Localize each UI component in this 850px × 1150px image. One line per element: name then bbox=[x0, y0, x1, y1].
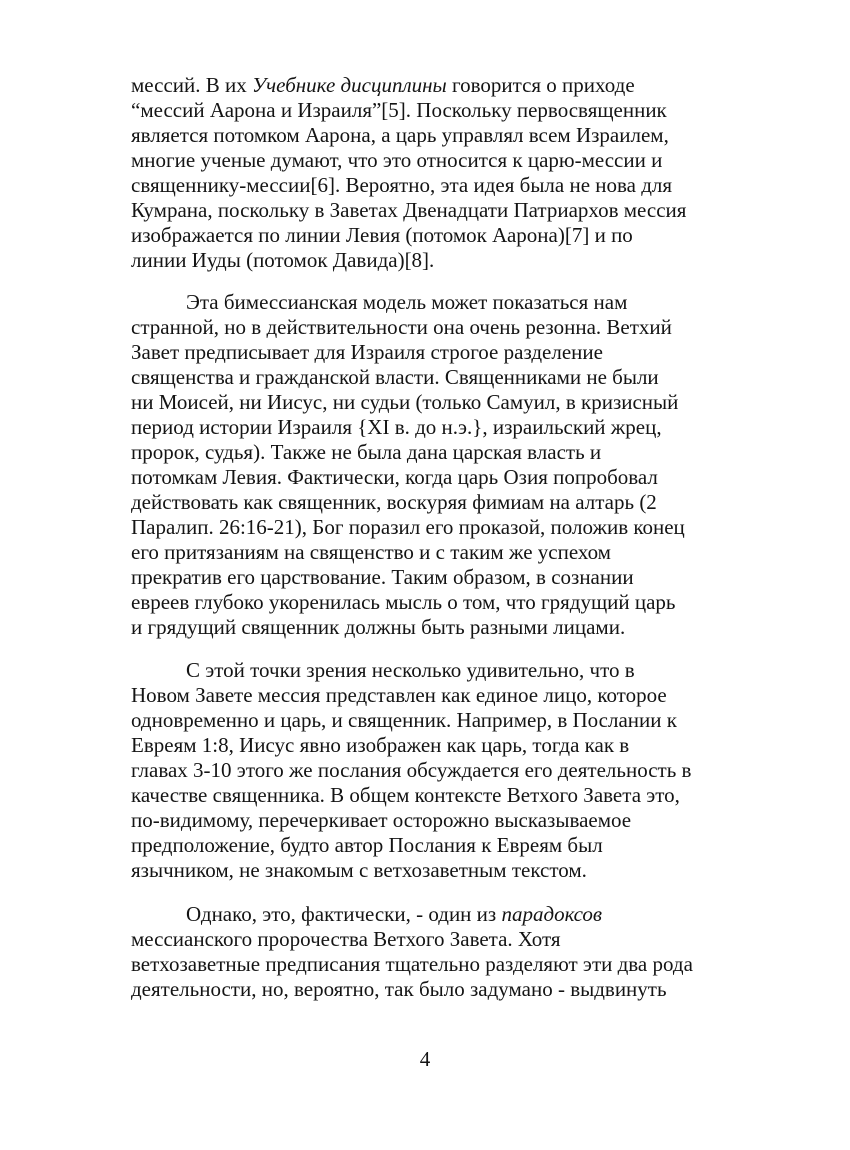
text-segment: деятельности, но, вероятно, так было задумано - выдвинуть bbox=[131, 977, 667, 1001]
paragraph-1 bbox=[131, 73, 731, 273]
text-line bbox=[131, 615, 731, 640]
text-line bbox=[131, 783, 731, 808]
text-line bbox=[131, 927, 731, 952]
text-segment: Кумрана, поскольку в Заветах Двенадцати Патриархов мессия bbox=[131, 198, 687, 222]
text-line bbox=[131, 902, 731, 927]
text-segment: изображается по линии Левия (потомок Аарона)[7] и по bbox=[131, 223, 633, 247]
italic-text: парадоксов bbox=[501, 902, 603, 926]
text-segment: евреев глубоко укоренилась мысль о том, что грядущий царь bbox=[131, 590, 676, 614]
text-line bbox=[131, 290, 731, 315]
text-segment: Евреям 1:8, Иисус явно изображен как царь, тогда как в bbox=[131, 733, 630, 757]
text-line bbox=[131, 315, 731, 340]
text-segment: одновременно и царь, и священник. Например, в Послании к bbox=[131, 708, 677, 732]
text-segment: Паралип. 26:16-21), Бог поразил его проказой, положив конец bbox=[131, 515, 685, 539]
text-line bbox=[131, 515, 731, 540]
text-line bbox=[131, 490, 731, 515]
text-line bbox=[131, 858, 731, 883]
text-segment: язычником, не знакомым с ветхозаветным текстом. bbox=[131, 858, 587, 882]
text-line bbox=[131, 173, 731, 198]
text-segment: мессий. В их bbox=[131, 73, 252, 97]
text-segment: главах 3-10 этого же послания обсуждается его деятельность в bbox=[131, 758, 692, 782]
text-segment: прекратив его царствование. Таким образом, в сознании bbox=[131, 565, 634, 589]
text-segment: является потомком Аарона, а царь управлял всем Израилем, bbox=[131, 123, 669, 147]
text-segment: его притязаниям на священство и с таким же успехом bbox=[131, 540, 611, 564]
paragraph-4 bbox=[131, 902, 731, 1002]
text-line bbox=[131, 340, 731, 365]
text-segment: Новом Завете мессия представлен как единое лицо, которое bbox=[131, 683, 667, 707]
text-segment: странной, но в действительности она очень резонна. Ветхий bbox=[131, 315, 672, 339]
text-segment: качестве священника. В общем контексте Ветхого Завета это, bbox=[131, 783, 680, 807]
text-segment: ни Моисей, ни Иисус, ни судьи (только Самуил, в кризисный bbox=[131, 390, 679, 414]
text-segment: “мессий Аарона и Израиля”[5]. Поскольку первосвященник bbox=[131, 98, 667, 122]
paragraph-2 bbox=[131, 290, 731, 640]
text-segment: Однако, это, фактически, - один из bbox=[186, 902, 502, 926]
text-line bbox=[131, 198, 731, 223]
italic-text: Учебнике дисциплины bbox=[252, 73, 447, 97]
text-segment: линии Иуды (потомок Давида)[8]. bbox=[131, 248, 435, 272]
text-line bbox=[131, 248, 731, 273]
text-line bbox=[131, 465, 731, 490]
text-line bbox=[131, 415, 731, 440]
text-line bbox=[131, 390, 731, 415]
text-line bbox=[131, 758, 731, 783]
text-line bbox=[131, 223, 731, 248]
text-line bbox=[131, 123, 731, 148]
text-line bbox=[131, 658, 731, 683]
text-segment: период истории Израиля {XI в. до н.э.}, израильский жрец, bbox=[131, 415, 662, 439]
text-segment: действовать как священник, воскуряя фимиам на алтарь (2 bbox=[131, 490, 657, 514]
text-line bbox=[131, 683, 731, 708]
text-segment: ветхозаветные предписания тщательно разделяют эти два рода bbox=[131, 952, 693, 976]
text-segment: говорится о приходе bbox=[446, 73, 635, 97]
text-line bbox=[131, 833, 731, 858]
text-segment: потомкам Левия. Фактически, когда царь Озия попробовал bbox=[131, 465, 658, 489]
text-line bbox=[131, 733, 731, 758]
text-line bbox=[131, 365, 731, 390]
text-segment: священства и гражданской власти. Священниками не были bbox=[131, 365, 659, 389]
text-line bbox=[131, 540, 731, 565]
text-segment: С этой точки зрения несколько удивительно, что в bbox=[186, 658, 635, 682]
text-segment: пророк, судья). Также не была дана царская власть и bbox=[131, 440, 602, 464]
text-line bbox=[131, 952, 731, 977]
page-number: 4 bbox=[419, 1047, 431, 1071]
text-segment: и грядущий священник должны быть разными лицами. bbox=[131, 615, 626, 639]
text-line bbox=[131, 708, 731, 733]
text-line bbox=[131, 440, 731, 465]
text-line bbox=[131, 98, 731, 123]
text-segment: предположение, будто автор Послания к Евреям был bbox=[131, 833, 603, 857]
paragraph-3 bbox=[131, 658, 731, 883]
text-segment: Эта бимессианская модель может показаться нам bbox=[186, 290, 628, 314]
text-line bbox=[131, 808, 731, 833]
text-segment: по-видимому, перечеркивает осторожно высказываемое bbox=[131, 808, 632, 832]
text-segment: мессианского пророчества Ветхого Завета. Хотя bbox=[131, 927, 561, 951]
text-line bbox=[131, 590, 731, 615]
text-segment: священнику-мессии[6]. Вероятно, эта идея была не нова для bbox=[131, 173, 673, 197]
text-line bbox=[131, 565, 731, 590]
text-segment: Завет предписывает для Израиля строгое разделение bbox=[131, 340, 603, 364]
text-line bbox=[131, 148, 731, 173]
text-line bbox=[131, 977, 731, 1002]
text-line bbox=[131, 73, 731, 98]
text-segment: многие ученые думают, что это относится к царю-мессии и bbox=[131, 148, 663, 172]
